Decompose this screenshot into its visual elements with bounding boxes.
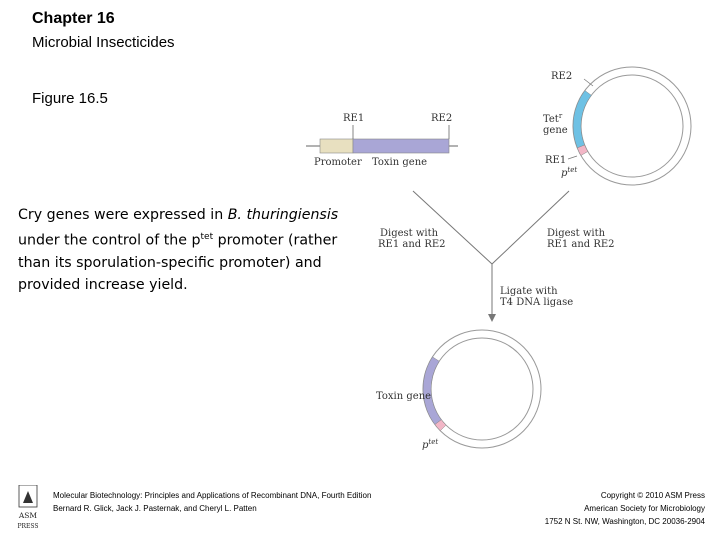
fragment-re2-label: RE2: [431, 113, 453, 124]
caption-text-1: Cry genes were expressed in: [18, 207, 228, 223]
re1-pointer: [568, 156, 577, 159]
chapter-subtitle: Microbial Insecticides: [32, 34, 175, 51]
digest-right-label-line1: Digest with: [547, 228, 606, 239]
tet-gene-label-line2: gene: [543, 125, 568, 136]
recombinant-toxin-gene-label: Toxin gene: [376, 391, 432, 402]
ligate-label-line1: Ligate with: [500, 286, 558, 297]
ptet-label-bottom: $p^{tet}$: [422, 438, 439, 451]
tet-gene-label-line1: Tet$^r$: [543, 112, 563, 125]
tet-resistance-gene: [573, 91, 591, 148]
promoter-segment: [320, 139, 353, 153]
footer-society-line: American Society for Microbiology: [584, 504, 705, 513]
recombinant-plasmid: [376, 330, 541, 451]
footer-book-title: Molecular Biotechnology: Principles and Applications of Recombinant DNA, Fourth Edition: [53, 491, 372, 500]
promoter-label: Promoter: [314, 157, 362, 168]
ligate-label-line2: T4 DNA ligase: [500, 297, 574, 308]
plasmid-outer-ring: [573, 67, 691, 185]
footer-copyright: [545, 489, 705, 528]
caption-text-3: promoter (rather than its sporulation-specific promoter) and provided increase yield.: [18, 232, 338, 293]
ptet-label-top: $p^{tet}$: [561, 166, 578, 179]
toxin-gene-label: Toxin gene: [372, 157, 428, 168]
vector-plasmid: [543, 67, 691, 185]
chapter-title: Chapter 16: [32, 10, 115, 27]
fragment-re1-label: RE1: [343, 113, 365, 124]
figure-label: Figure 16.5: [32, 90, 108, 107]
logo-asm-text: ASM: [18, 511, 38, 520]
digest-right-label-line2: RE1 and RE2: [547, 239, 615, 250]
digest-left-label-line1: Digest with: [380, 228, 439, 239]
logo-press-text: PRESS: [17, 523, 39, 530]
plasmid-re2-label: RE2: [551, 71, 573, 82]
recombinant-inner-ring: [431, 338, 533, 440]
linear-dna-fragment: [306, 113, 458, 168]
caption-text-2: under the control of the p: [18, 232, 201, 249]
footer-authors: Bernard R. Glick, Jack J. Pasternak, and Cheryl L. Patten: [53, 504, 257, 513]
footer-book-info: [53, 489, 371, 515]
plasmid-re1-label: RE1: [545, 155, 567, 166]
caption-superscript: tet: [200, 232, 214, 242]
footer-copyright-line: Copyright © 2010 ASM Press: [600, 491, 705, 500]
digest-left-label-line2: RE1 and RE2: [378, 239, 446, 250]
footer-address-line: 1752 N St. NW, Washington, DC 20036-2904: [544, 517, 705, 526]
asm-press-logo: [16, 485, 40, 533]
caption-species: B. thuringiensis: [227, 207, 339, 223]
process-arrows: [378, 191, 615, 318]
toxin-gene-segment: [353, 139, 449, 153]
plasmid-inner-ring: [581, 75, 683, 177]
